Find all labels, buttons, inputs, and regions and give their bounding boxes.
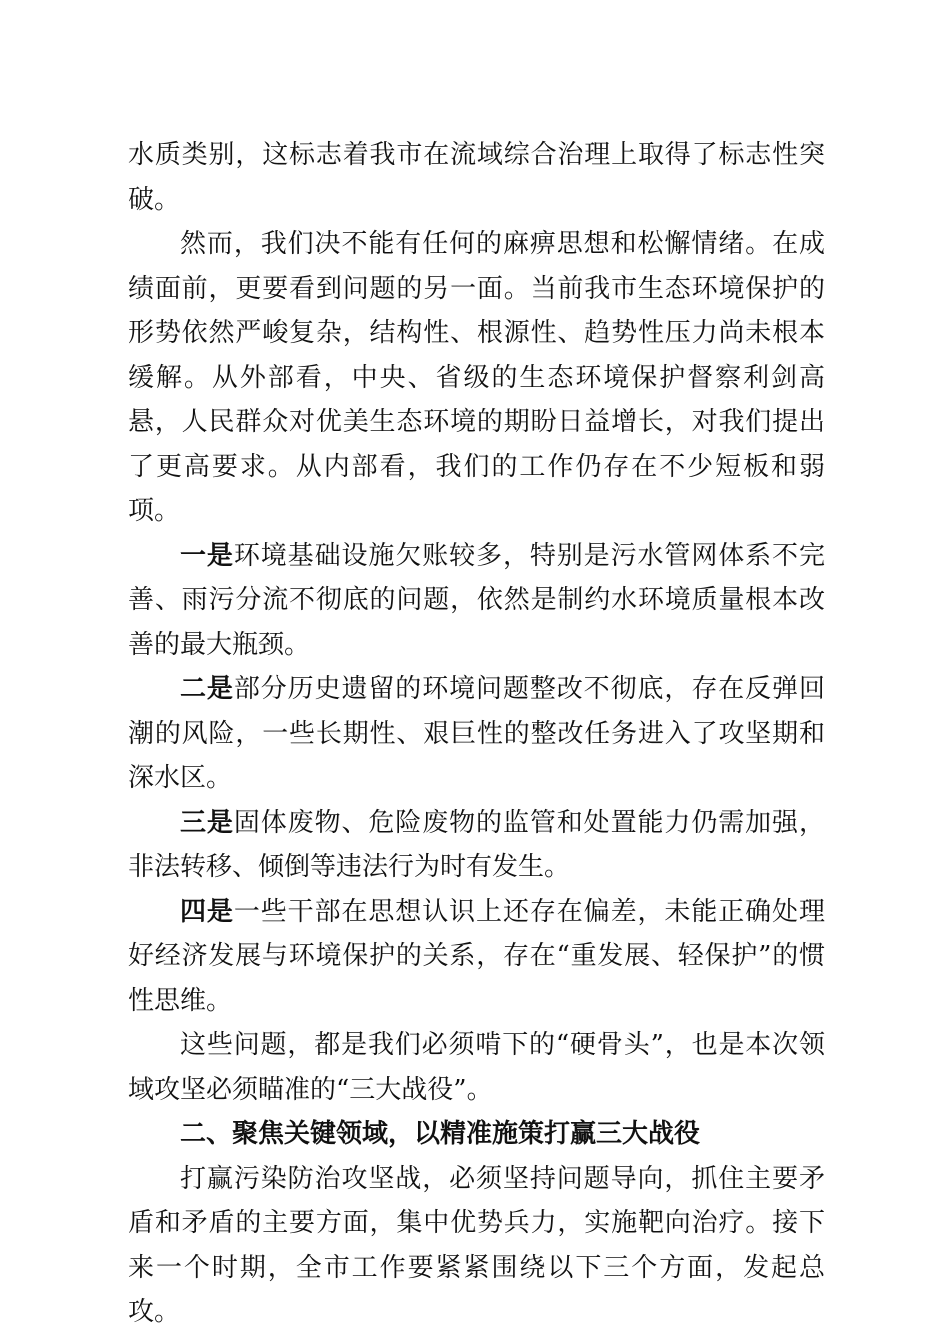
section-heading: 二、聚焦关键领域，以精准施策打赢三大战役	[180, 1119, 701, 1149]
paragraph-continuation	[128, 133, 825, 222]
paragraph-text: 打赢污染防治攻坚战，必须坚持问题导向，抓住主要矛盾和矛盾的主要方面，集中优势兵力，实施靶向治疗。接下来一个时期，全市工作要紧紧围绕以下三个方面，发起总攻。	[128, 1163, 825, 1327]
paragraph-lead: 四是	[180, 896, 234, 927]
document-body	[128, 133, 825, 1335]
paragraph-issue-3	[128, 801, 825, 890]
paragraph-text: 然而，我们决不能有任何的麻痹思想和松懈情绪。在成绩面前，更要看到问题的另一面。当前我市生态环境保护的形势依然严峻复杂，结构性、根源性、趋势性压力尚未根本缓解。从外部看，中央、省级的生态环境保护督察利剑高悬，人民群众对优美生态环境的期盼日益增长，对我们提出了更高要求。从内部看，我们的工作仍存在不少短板和弱项。	[128, 229, 825, 526]
paragraph-summary	[128, 1023, 825, 1112]
paragraph-issue-4	[128, 890, 825, 1024]
paragraph-lead: 三是	[180, 807, 234, 838]
paragraph-lead: 二是	[180, 674, 234, 704]
paragraph-text: 环境基础设施欠账较多，特别是污水管网体系不完善、雨污分流不彻底的问题，依然是制约水环境质量根本改善的最大瓶颈。	[128, 540, 825, 660]
paragraph-lead: 一是	[180, 540, 234, 571]
paragraph-issue-2	[128, 667, 825, 801]
paragraph-situation	[128, 222, 825, 534]
paragraph-text: 部分历史遗留的环境问题整改不彻底，存在反弹回潮的风险，一些长期性、艰巨性的整改任务进入了攻坚期和深水区。	[128, 674, 825, 793]
paragraph-issue-1	[128, 534, 825, 668]
paragraph-text: 水质类别，这标志着我市在流域综合治理上取得了标志性突破。	[128, 140, 825, 215]
paragraph-text: 这些问题，都是我们必须啃下的“硬骨头”，也是本次领域攻坚必须瞄准的“三大战役”。	[128, 1030, 825, 1105]
paragraph-text: 固体废物、危险废物的监管和处置能力仍需加强，非法转移、倾倒等违法行为时有发生。	[128, 807, 825, 882]
paragraph-closing	[128, 1157, 825, 1335]
paragraph-text: 一些干部在思想认识上还存在偏差，未能正确处理好经济发展与环境保护的关系，存在“重发展、轻保护”的惯性思维。	[128, 896, 825, 1016]
